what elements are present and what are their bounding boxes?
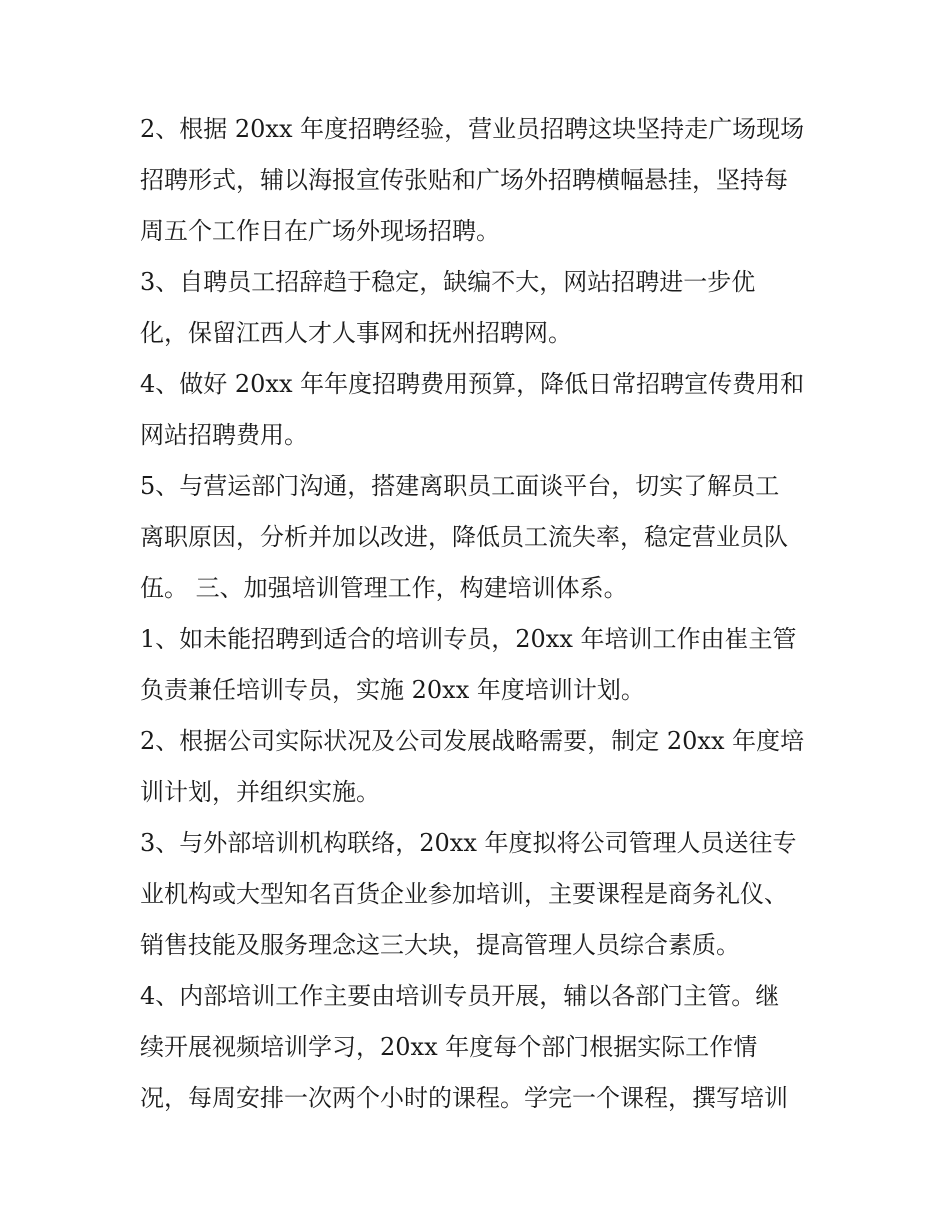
text-line: 2、根据 20xx 年度招聘经验，营业员招聘这块坚持走广场现场 xyxy=(140,115,805,143)
text-line: 2、根据公司实际状况及公司发展战略需要，制定 20xx 年度培 xyxy=(140,727,805,755)
text-line: 负责兼任培训专员，实施 20xx 年度培训计划。 xyxy=(140,676,645,704)
text-line: 3、与外部培训机构联络，20xx 年度拟将公司管理人员送往专 xyxy=(140,829,797,857)
text-line: 5、与营运部门沟通，搭建离职员工面谈平台，切实了解员工 xyxy=(140,472,780,500)
text-line: 续开展视频培训学习，20xx 年度每个部门根据实际工作情 xyxy=(140,1033,758,1061)
text-line: 周五个工作日在广场外现场招聘。 xyxy=(140,217,500,245)
text-line: 训计划，并组织实施。 xyxy=(140,778,380,806)
text-line: 销售技能及服务理念这三大块，提高管理人员综合素质。 xyxy=(140,931,740,959)
text-line: 化，保留江西人才人事网和抚州招聘网。 xyxy=(140,319,572,347)
text-line: 况，每周安排一次两个小时的课程。学完一个课程，撰写培训 xyxy=(140,1084,788,1112)
document-body xyxy=(140,104,820,1124)
text-line: 3、自聘员工招辞趋于稳定，缺编不大，网站招聘进一步优 xyxy=(140,268,756,296)
text-line: 离职原因，分析并加以改进，降低员工流失率，稳定营业员队 xyxy=(140,523,788,551)
text-line: 业机构或大型知名百货企业参加培训，主要课程是商务礼仪、 xyxy=(140,880,788,908)
text-line: 招聘形式，辅以海报宣传张贴和广场外招聘横幅悬挂，坚持每 xyxy=(140,166,788,194)
text-line: 4、做好 20xx 年年度招聘费用预算，降低日常招聘宣传费用和 xyxy=(140,370,805,398)
text-line: 伍。 三、加强培训管理工作，构建培训体系。 xyxy=(140,574,628,602)
text-line: 网站招聘费用。 xyxy=(140,421,308,449)
text-line: 4、内部培训工作主要由培训专员开展，辅以各部门主管。继 xyxy=(140,982,780,1010)
text-line: 1、如未能招聘到适合的培训专员，20xx 年培训工作由崔主管 xyxy=(140,625,797,653)
